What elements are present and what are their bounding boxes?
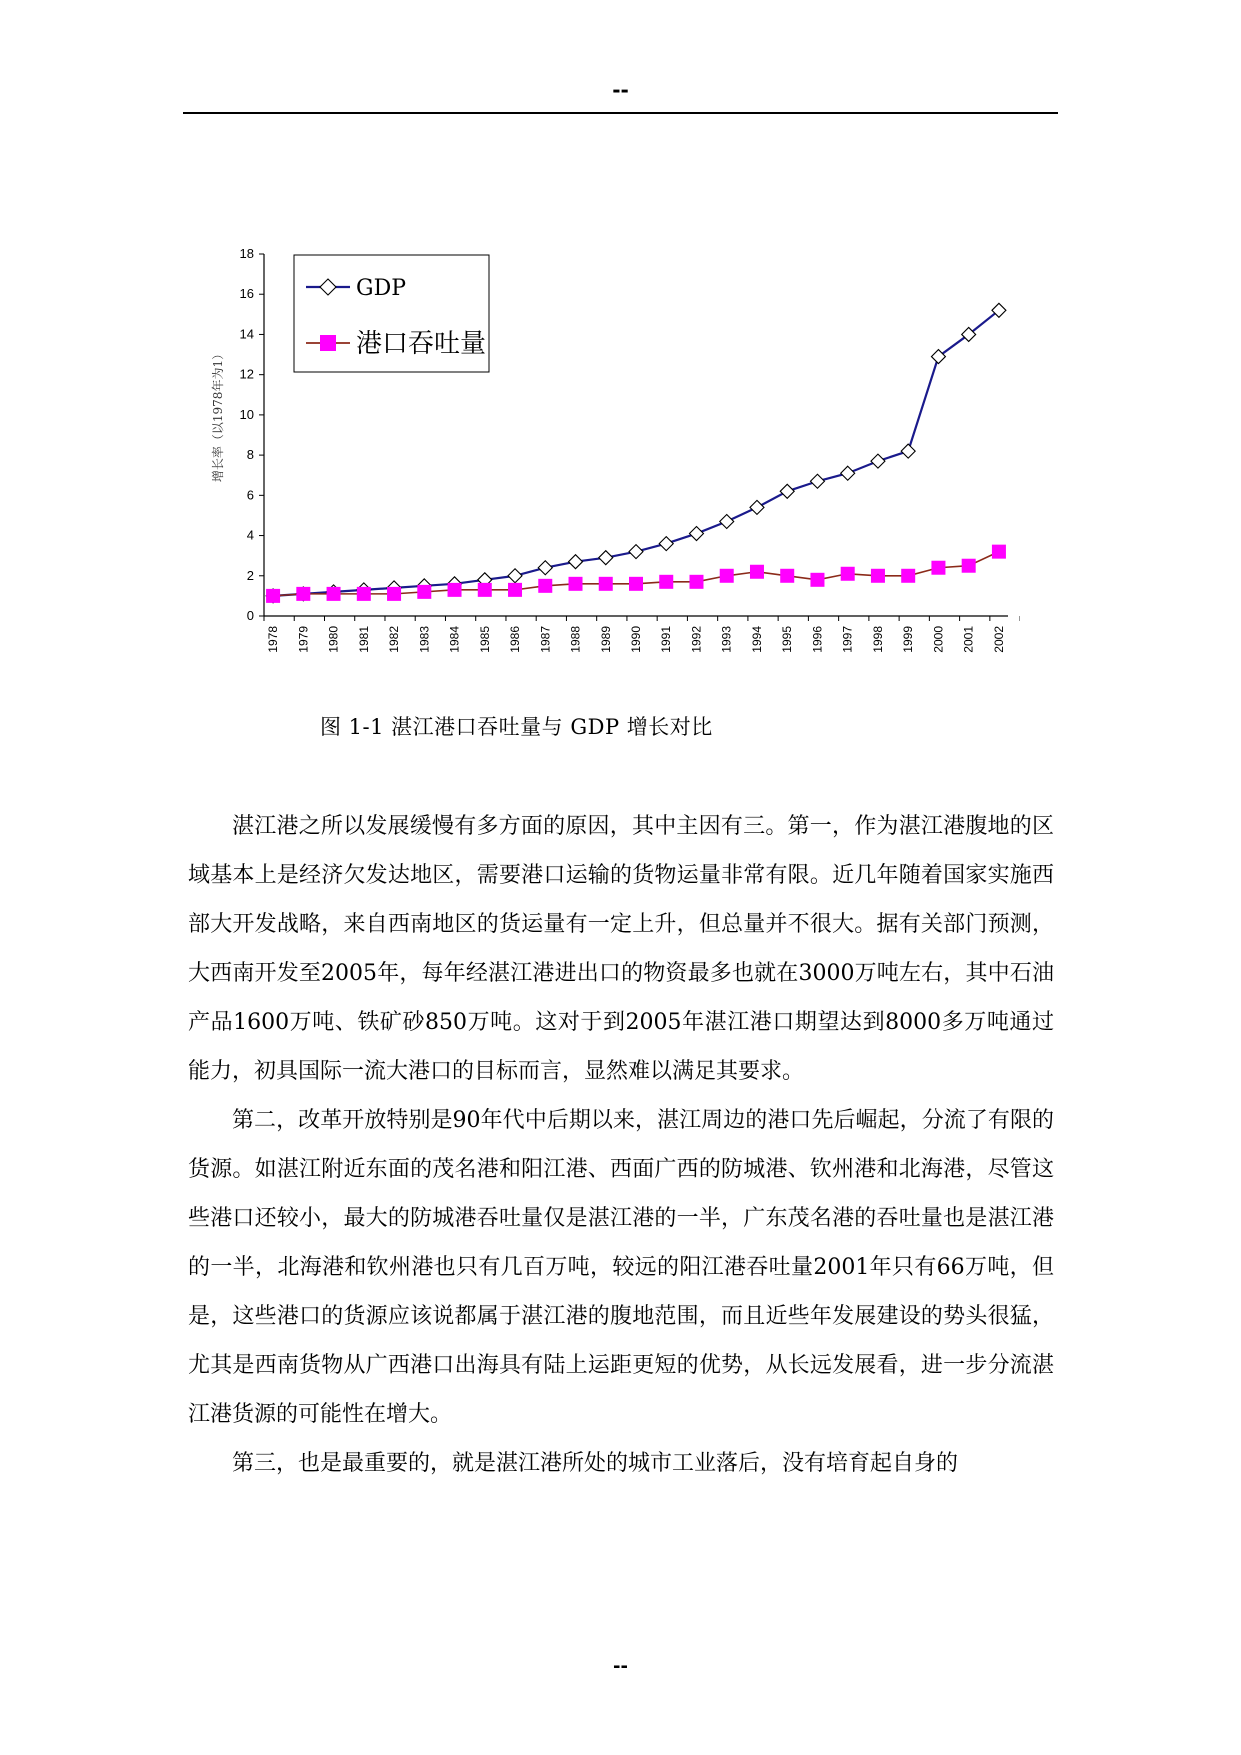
gdp-point xyxy=(750,500,764,514)
paragraph-2: 第二，改革开放特别是90年代中后期以来，湛江周边的港口先后崛起，分流了有限的货源。如湛江附近东面的茂名港和阳江港、西面广西的防城港、钦州港和北海港，尽管这些港口还较小，最大的防城港吞吐量仅是湛江港的一半，广东茂名港的吞吐量也是湛江港的一半，北海港和钦州港也只有几百万吨，较远的阳江港吞吐量2001年只有66万吨，但是，这些港口的货源应该说都属于湛江港的腹地范围，而且近些年发展建设的势头很猛，尤其是西南货物从广西港口出海具有陆上运距更短的优势，从长远发展看，进一步分流湛江港货源的可能性在增大。 xyxy=(188,1108,1054,1427)
y-tick-label: 12 xyxy=(239,366,254,382)
gdp-point xyxy=(901,444,915,458)
y-tick-label: 10 xyxy=(239,406,254,422)
x-tick-label: 1980 xyxy=(326,626,341,653)
x-tick-label: 2002 xyxy=(991,626,1006,653)
port-throughput-point xyxy=(720,569,734,583)
x-tick-label: 1984 xyxy=(447,626,462,653)
port-throughput-point xyxy=(599,577,613,591)
legend-port-marker xyxy=(320,335,336,351)
port-throughput-point xyxy=(569,577,583,591)
port-throughput-point xyxy=(448,583,462,597)
port-throughput-point xyxy=(508,583,522,597)
port-throughput-point xyxy=(901,569,915,583)
x-tick-label: 1998 xyxy=(870,626,885,653)
footer-mark: -- xyxy=(613,1656,628,1677)
gdp-point xyxy=(841,466,855,480)
x-tick-label: 1997 xyxy=(840,626,855,653)
figure-caption: 图 1-1 湛江港口吞吐量与 GDP 增长对比 xyxy=(320,715,713,739)
x-tick-label: 1985 xyxy=(477,626,492,653)
y-tick-label: 18 xyxy=(239,246,254,261)
x-tick-label: 1986 xyxy=(508,626,523,653)
x-tick-label: 1990 xyxy=(629,626,643,653)
x-tick-label: 2001 xyxy=(961,626,976,653)
x-tick-label: 1994 xyxy=(749,626,764,653)
paragraph-3: 第三，也是最重要的，就是湛江港所处的城市工业落后，没有培育起自身的 xyxy=(232,1451,959,1476)
x-tick-label: 1981 xyxy=(356,626,371,653)
port-throughput-point xyxy=(810,573,824,587)
port-throughput-point xyxy=(266,589,280,603)
gdp-point xyxy=(810,474,824,488)
port-throughput-point xyxy=(689,575,703,589)
port-throughput-point xyxy=(931,561,945,575)
port-throughput-point xyxy=(538,579,552,593)
y-axis-label: 增长率（以1978年为1） xyxy=(211,347,225,483)
x-tick-label: 1993 xyxy=(719,626,734,653)
gdp-point xyxy=(629,545,643,559)
port-throughput-point xyxy=(357,587,371,601)
x-tick-label: 1991 xyxy=(659,626,674,653)
port-throughput-point xyxy=(417,585,431,599)
y-tick-label: 8 xyxy=(246,447,254,463)
x-tick-label: 2000 xyxy=(931,626,946,653)
paragraph-1: 湛江港之所以发展缓慢有多方面的原因，其中主因有三。第一，作为湛江港腹地的区域基本上是经济欠发达地区，需要港口运输的货物运量非常有限。近几年随着国家实施西部大开发战略，来自西南地区的货运量有一定上升，但总量并不很大。据有关部门预测，大西南开发至2005年，每年经湛江港进出口的物资最多也就在3000万吨左右，其中石油产品1600万吨、铁矿砂850万吨。这对于到2005年湛江港口期望达到8000多万吨通过能力，初具国际一流大港口的目标而言，显然难以满足其要求。 xyxy=(188,814,1054,1084)
port-throughput-point xyxy=(750,565,764,579)
y-tick-label: 2 xyxy=(246,567,254,583)
growth-line-chart xyxy=(200,230,1020,680)
x-tick-label: 1999 xyxy=(901,626,916,653)
port-throughput-point xyxy=(780,569,794,583)
x-tick-label: 1996 xyxy=(810,626,825,653)
port-throughput-point xyxy=(659,575,673,589)
x-tick-label: 1983 xyxy=(417,626,432,653)
x-tick-label: 1979 xyxy=(296,626,311,653)
port-throughput-point xyxy=(478,583,492,597)
header-rule xyxy=(183,112,1058,114)
port-throughput-point xyxy=(629,577,643,591)
port-throughput-point xyxy=(387,587,401,601)
port-throughput-point xyxy=(992,545,1006,559)
gdp-point xyxy=(508,569,522,583)
port-throughput-point xyxy=(871,569,885,583)
x-tick-label: 1978 xyxy=(266,626,281,653)
x-tick-label: 1982 xyxy=(387,626,402,653)
y-tick-label: 4 xyxy=(246,527,254,543)
gdp-point xyxy=(599,551,613,565)
gdp-point xyxy=(720,514,734,528)
port-throughput-point xyxy=(327,587,341,601)
gdp-point xyxy=(689,527,703,541)
port-throughput-point xyxy=(296,587,310,601)
gdp-point xyxy=(780,484,794,498)
gdp-point xyxy=(871,454,885,468)
x-tick-label: 1995 xyxy=(780,626,795,653)
gdp-point xyxy=(569,555,583,569)
gdp-point xyxy=(659,537,673,551)
x-tick-label: 1988 xyxy=(568,626,583,653)
y-tick-label: 0 xyxy=(246,608,254,623)
port-throughput-point xyxy=(841,567,855,581)
y-tick-label: 14 xyxy=(239,326,254,342)
gdp-point xyxy=(538,561,552,575)
legend-port-label: 港口吞吐量 xyxy=(356,329,487,359)
y-tick-label: 16 xyxy=(239,286,254,302)
port-throughput-point xyxy=(962,559,976,573)
x-tick-label: 1992 xyxy=(689,626,704,653)
header-mark: -- xyxy=(612,78,629,102)
x-tick-label: 1987 xyxy=(538,626,553,653)
y-tick-label: 6 xyxy=(246,487,254,503)
body-text xyxy=(188,802,1054,1488)
x-tick-label: 1989 xyxy=(598,626,613,653)
legend-gdp-label: GDP xyxy=(356,276,407,301)
